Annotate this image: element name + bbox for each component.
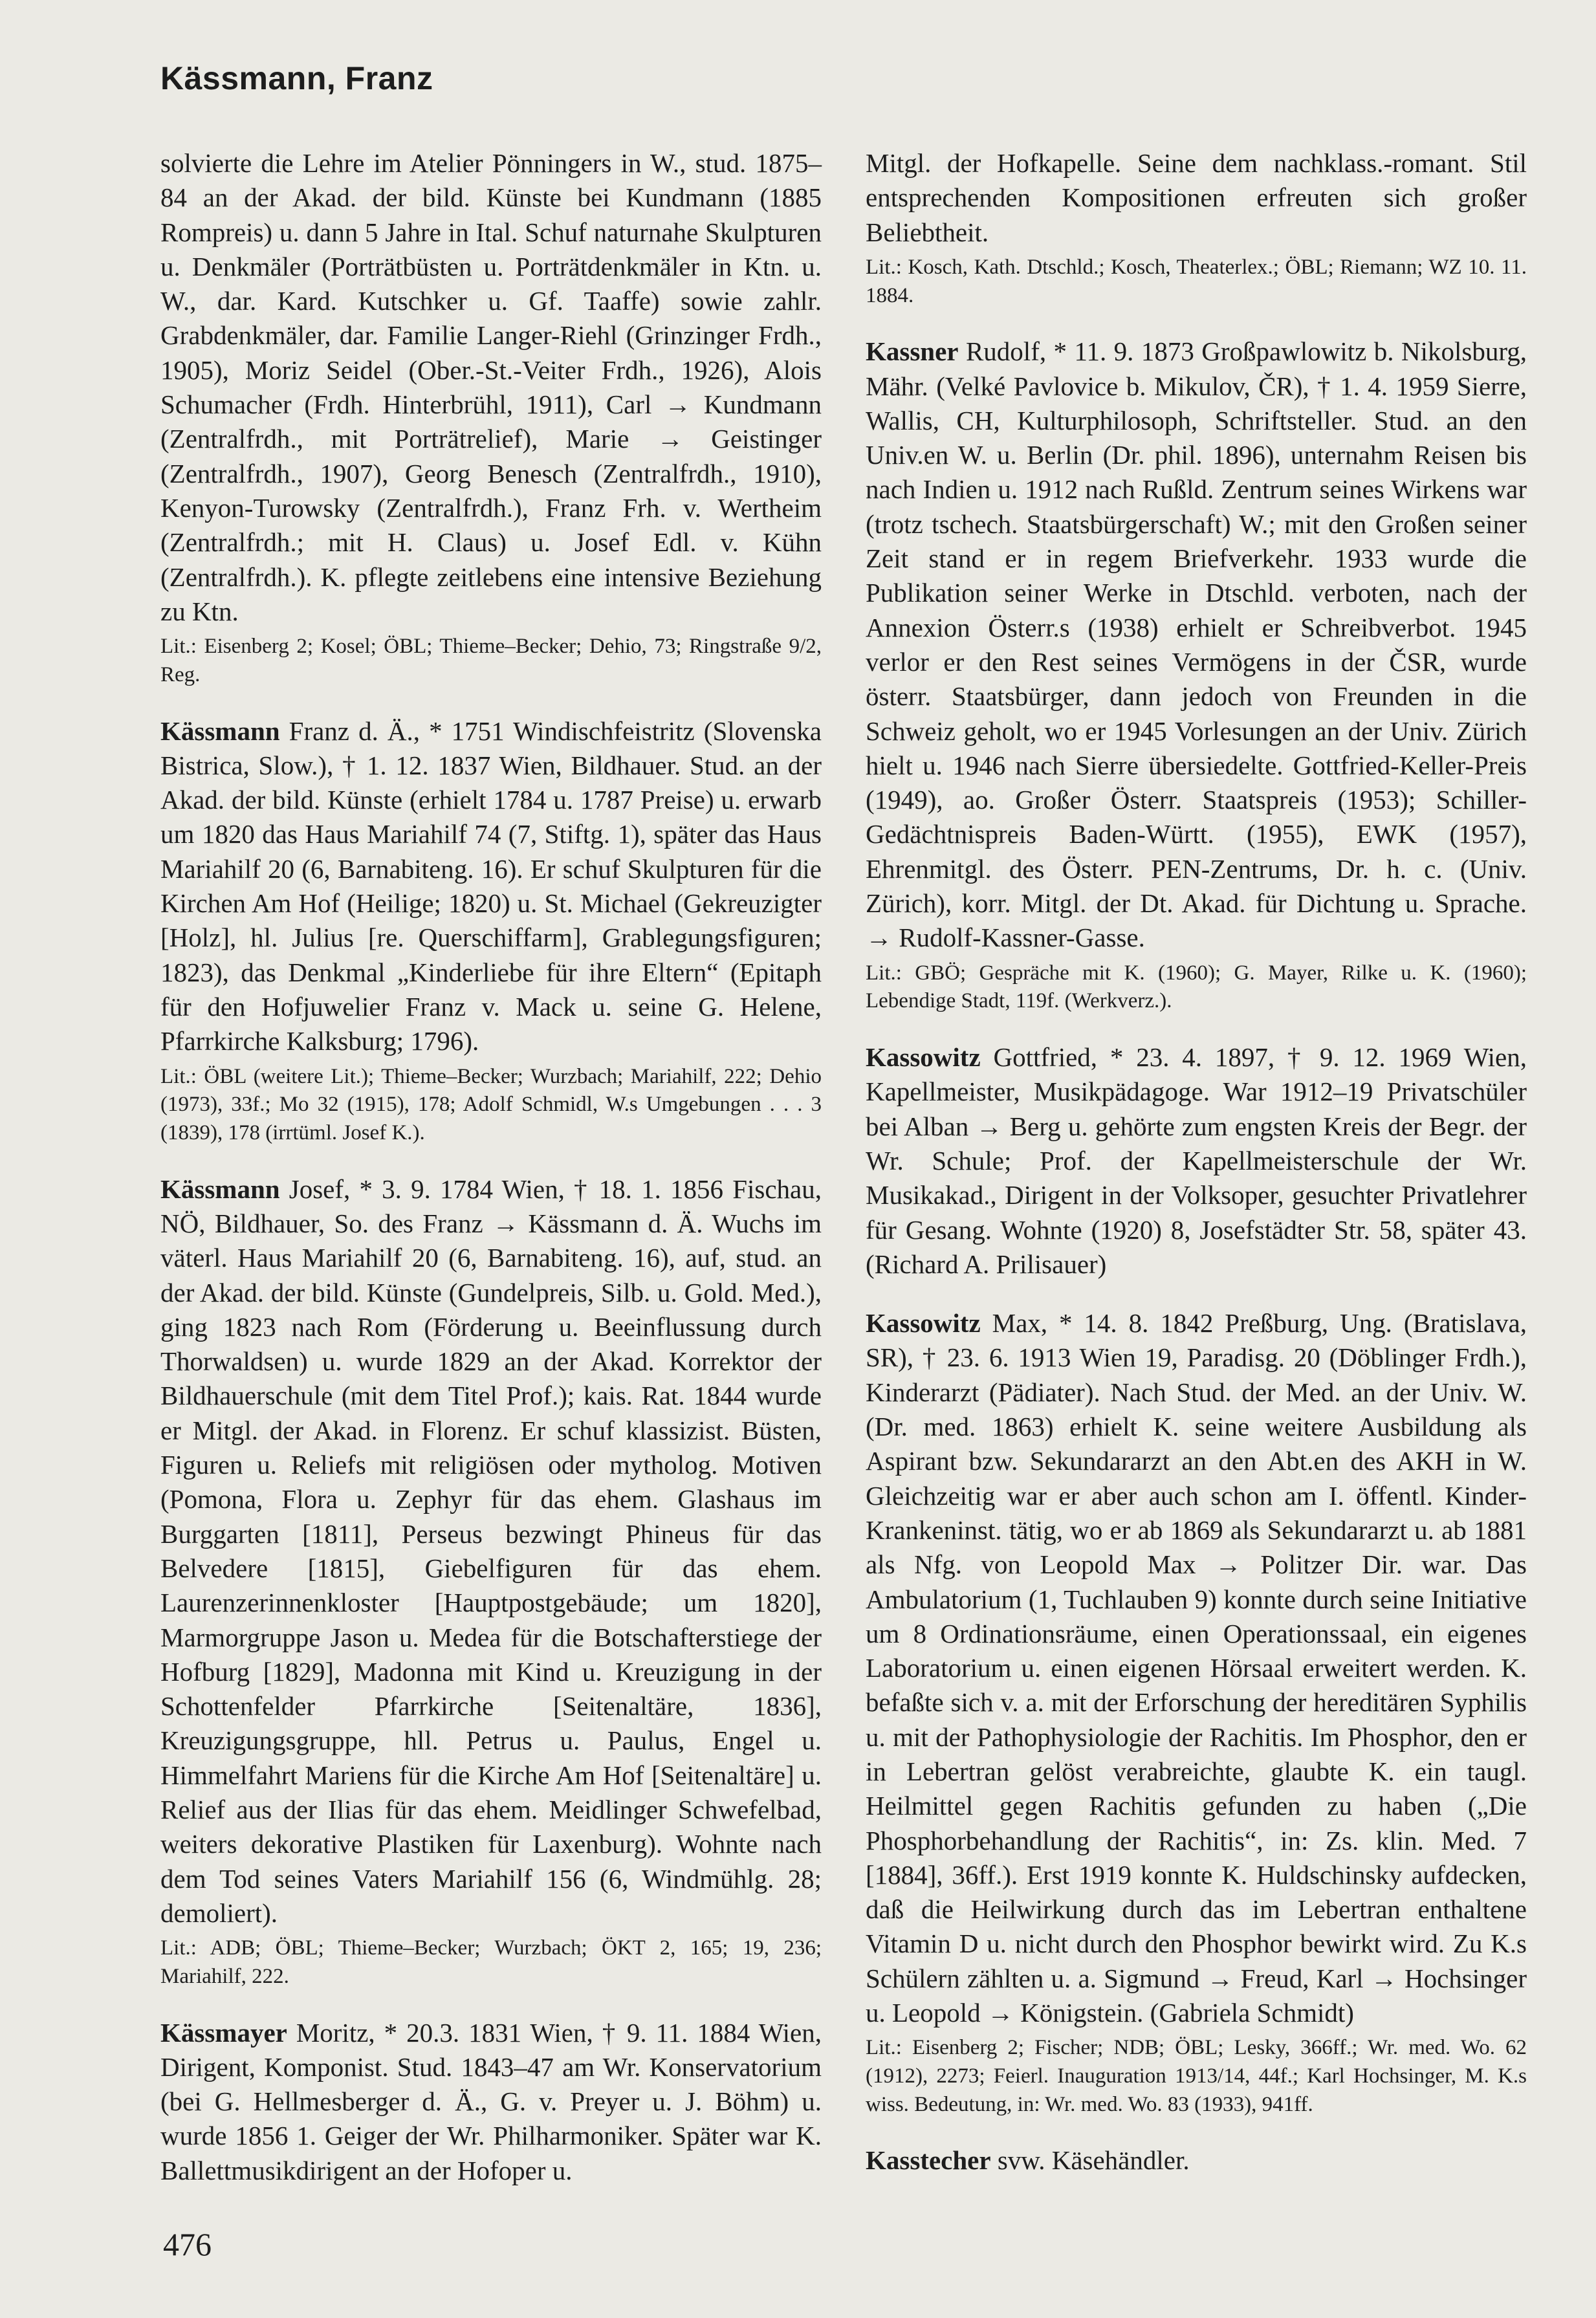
entry-kaessmann-franz — [160, 714, 822, 1059]
entry-literature: Lit.: ÖBL (weitere Lit.); Thieme–Becker; Wurzbach; Mariahilf, 222; Dehio (1973), 33f.; Mo 32 (1915), 178; Adolf Schmidl, W.s Umgebungen . . . 3 (1839), 178 (irrtüml. Josef K.). — [160, 1064, 822, 1144]
entry-lemma: Kassowitz — [866, 1042, 981, 1073]
running-head: Kässmann, Franz — [160, 60, 433, 96]
page-number: 476 — [163, 2226, 212, 2262]
entry-text: Josef, * 3. 9. 1784 Wien, † 18. 1. 1856 Fischau, NÖ, Bildhauer, So. des Franz → Kässmann d. Ä. Wuchs im väterl. Haus Mariahilf 20 (6, Barnabiteng. 16), auf, stud. an der Akad. der bild. Künste (Gundelpreis, Silb. u. Gold. Med.), ging 1823 nach Rom (Förderung u. Beeinflussung durch Thorwaldsen) u. wurde 1829 an der Akad. Korrektor der Bildhauerschule (mit dem Titel Prof.); kais. Rat. 1844 wurde er Mitgl. der Akad. in Florenz. Er schuf klassizist. Büsten, Figuren u. Reliefs mit religiösen oder mytholog. Motiven (Pomona, Flora u. Zephyr für das ehem. Glashaus im Burggarten [1811], Perseus bezwingt Phineus für das Belvedere [1815], Giebelfiguren für das ehem. Laurenzerinnenkloster [Hauptpostgebäude; um 1820], Marmorgruppe Jason u. Medea für die Botschafterstiege der Hofburg [1829], Madonna mit Kind u. Kreuzigung in der Schottenfelder Pfarrkirche [Seitenaltäre, 1836], Kreuzigungsgruppe, hll. Petrus u. Paulus, Engel u. Himmelfahrt Mariens für die Kirche Am Hof [Seitenaltäre] u. Relief aus der Ilias für das ehem. Meidlinger Schwefelbad, weiters dekorative Plastiken für Laxenburg). Wohnte nach dem Tod seines Vaters Mariahilf 156 (6, Windmühlg. 28; demoliert). — [160, 1174, 822, 1928]
entry-lemma: Kässmann — [160, 1174, 280, 1204]
entry-lemma: Kassowitz — [866, 1308, 981, 1339]
entry-lemma: Kässmayer — [160, 2017, 287, 2048]
entry-lemma: Kässmann — [160, 716, 280, 746]
entry-continuation-text: solvierte die Lehre im Atelier Pönningers in W., stud. 1875–84 an der Akad. der bild. Künste bei Kundmann (1885 Rompreis) u. dann 5 Jahre in Ital. Schuf naturnahe Skulpturen u. Denkmäler (Porträtbüsten u. Porträtdenkmäler in Ktn. u. W., dar. Kard. Kutschker u. Gf. Taaffe) sowie zahlr. Grabdenkmäler, dar. Familie Langer-Riehl (Grinzinger Frdh., 1905), Moriz Seidel (Ober.-St.-Veiter Frdh., 1926), Alois Schumacher (Frdh. Hinterbrühl, 1911), Carl → Kundmann (Zentralfrdh., mit Porträtrelief), Marie → Geistinger (Zentralfrdh., 1907), Georg Benesch (Zentralfrdh., 1910), Kenyon-Turowsky (Zentralfrdh.), Franz Frh. v. Wertheim (Zentralfrdh.; mit H. Claus) u. Josef Edl. v. Kühn (Zentralfrdh.). K. pflegte zeitlebens eine intensive Beziehung zu Ktn. — [160, 148, 822, 626]
entry-lemma: Kasstecher — [866, 2145, 991, 2176]
entry-literature: Lit.: GBÖ; Gespräche mit K. (1960); G. Mayer, Rilke u. K. (1960); Lebendige Stadt, 119f. (Werkverz.). — [866, 961, 1527, 1013]
entry-kaessmann-josef — [160, 1172, 822, 1931]
entry-literature: Lit.: Eisenberg 2; Fischer; NDB; ÖBL; Lesky, 366ff.; Wr. med. Wo. 62 (1912), 2273; Feierl. Inauguration 1913/14, 44f.; Karl Hochsinger, M. K.s wiss. Bedeutung, in: Wr. med. Wo. 83 (1933), 941ff. — [866, 2036, 1527, 2116]
entry-lemma: Kassner — [866, 336, 959, 367]
entry-literature: Lit.: Kosch, Kath. Dtschld.; Kosch, Theaterlex.; ÖBL; Riemann; WZ 10. 11. 1884. — [866, 255, 1527, 307]
entry-kassowitz-max — [866, 1306, 1527, 2030]
entry-text: Moritz, * 20.3. 1831 Wien, † 9. 11. 1884 Wien, Dirigent, Komponist. Stud. 1843–47 am Wr. Konservatorium (bei G. Hellmesberger d. Ä., G. v. Preyer u. J. Böhm) u. wurde 1856 1. Geiger der Wr. Philharmoniker. Später war K. Ballettmusikdirigent an der Hofoper u. — [160, 2017, 822, 2185]
entry-literature: Lit.: Eisenberg 2; Kosel; ÖBL; Thieme–Becker; Dehio, 73; Ringstraße 9/2, Reg. — [160, 635, 822, 686]
entry-literature: Lit.: ADB; ÖBL; Thieme–Becker; Wurzbach; ÖKT 2, 165; 19, 236; Mariahilf, 222. — [160, 1936, 822, 1988]
entry-kaessmayer-moritz — [160, 2016, 822, 2188]
entry-continuation-text: Mitgl. der Hofkapelle. Seine dem nachklass.-romant. Stil entsprechenden Kompositionen erfreuten sich großer Beliebtheit. — [866, 148, 1527, 247]
left-column — [160, 146, 822, 2188]
entry-kassner-rudolf — [866, 334, 1527, 955]
entry-text: Gottfried, * 23. 4. 1897, † 9. 12. 1969 Wien, Kapellmeister, Musikpädagoge. War 1912–19 Privatschüler bei Alban → Berg u. gehörte zum engsten Kreis der Begr. der Wr. Schule; Prof. der Kapellmeisterschule der Wr. Musikakad., Dirigent in der Volksoper, gesuchter Privatlehrer für Gesang. Wohnte (1920) 8, Josefstädter Str. 58, später 43. (Richard A. Prilisauer) — [866, 1042, 1527, 1279]
entry-kasstecher — [866, 2143, 1527, 2178]
entry-text: Franz d. Ä., * 1751 Windischfeistritz (Slovenska Bistrica, Slow.), † 1. 12. 1837 Wien, Bildhauer. Stud. an der Akad. der bild. Künste (erhielt 1784 u. 1787 Preise) u. erwarb um 1820 das Haus Mariahilf 74 (7, Stiftg. 1), später das Haus Mariahilf 20 (6, Barnabiteng. 16). Er schuf Skulpturen für die Kirchen Am Hof (Heilige; 1820) u. St. Michael (Gekreuzigter [Holz], hl. Julius [re. Querschiffarm], Grablegungsfiguren; 1823), das Denkmal „Kinderliebe für ihre Eltern“ (Epitaph für den Hofjuwelier Franz v. Mack u. seine G. Helene, Pfarrkirche Kalksburg; 1796). — [160, 716, 822, 1056]
entry-kassowitz-gottfried — [866, 1040, 1527, 1282]
entry-text: Rudolf, * 11. 9. 1873 Großpawlowitz b. Nikolsburg, Mähr. (Velké Pavlovice b. Mikulov, ČR), † 1. 4. 1959 Sierre, Wallis, CH, Kulturphilosoph, Schriftsteller. Stud. an den Univ.en W. u. Berlin (Dr. phil. 1896), unternahm Reisen bis nach Indien u. 1912 nach Rußld. Zentrum seines Wirkens war (trotz tschech. Staatsbürgerschaft) W.; mit den Großen seiner Zeit stand er in regem Briefverkehr. 1933 wurde die Publikation seiner Werke in Dtschld. verboten, nach der Annexion Österr.s (1938) erhielt er Schreibverbot. 1945 verlor er den Rest seines Vermögens in der ČSR, wurde österr. Staatsbürger, dann jedoch von Freunden in die Schweiz geholt, wo er 1945 Vorlesungen an der Univ. Zürich hielt u. 1946 nach Sierre übersiedelte. Gottfried-Keller-Preis (1949), ao. Großer Österr. Staatspreis (1953); Schiller-Gedächtnispreis Baden-Württ. (1955), EWK (1957), Ehrenmitgl. des Österr. PEN-Zentrums, Dr. h. c. (Univ. Zürich), korr. Mitgl. der Dt. Akad. für Dichtung u. Sprache. → Rudolf-Kassner-Gasse. — [866, 336, 1527, 953]
entry-text: Max, * 14. 8. 1842 Preßburg, Ung. (Bratislava, SR), † 23. 6. 1913 Wien 19, Paradisg. 20 (Döblinger Frdh.), Kinderarzt (Pädiater). Nach Stud. der Med. an der Univ. W. (Dr. med. 1863) erhielt K. seine weitere Ausbildung als Aspirant bzw. Sekundararzt an den Abt.en des AKH in W. Gleichzeitig war er aber auch schon am I. öffentl. Kinder-Krankeninst. tätig, wo er ab 1869 als Sekundararzt u. ab 1881 als Nfg. von Leopold Max → Politzer Dir. war. Das Ambulatorium (1, Tuchlauben 9) konnte durch seine Initiative um 8 Ordinationsräume, einen Operationssaal, ein eigenes Laboratorium u. einen eigenen Hörsaal erweitert werden. K. befaßte sich v. a. mit der Erforschung der hereditären Syphilis u. mit der Pathophysiologie der Rachitis. Im Phosphor, den er in Lebertran gelöst verabreichte, glaubte K. ein taugl. Heilmittel gegen Rachitis gefunden zu haben („Die Phosphorbehandlung der Rachitis“, in: Zs. klin. Med. 7 [1884], 36ff.). Erst 1919 konnte K. Huldschinsky aufdecken, daß die Heilwirkung durch das im Lebertran enthaltene Vitamin D u. nicht durch den Phosphor bewirkt wird. Zu K.s Schülern zählten u. a. Sigmund → Freud, Karl → Hochsinger u. Leopold → Königstein. (Gabriela Schmidt) — [866, 1308, 1527, 2028]
right-column — [866, 146, 1527, 2178]
entry-text: svw. Käsehändler. — [997, 2145, 1190, 2176]
